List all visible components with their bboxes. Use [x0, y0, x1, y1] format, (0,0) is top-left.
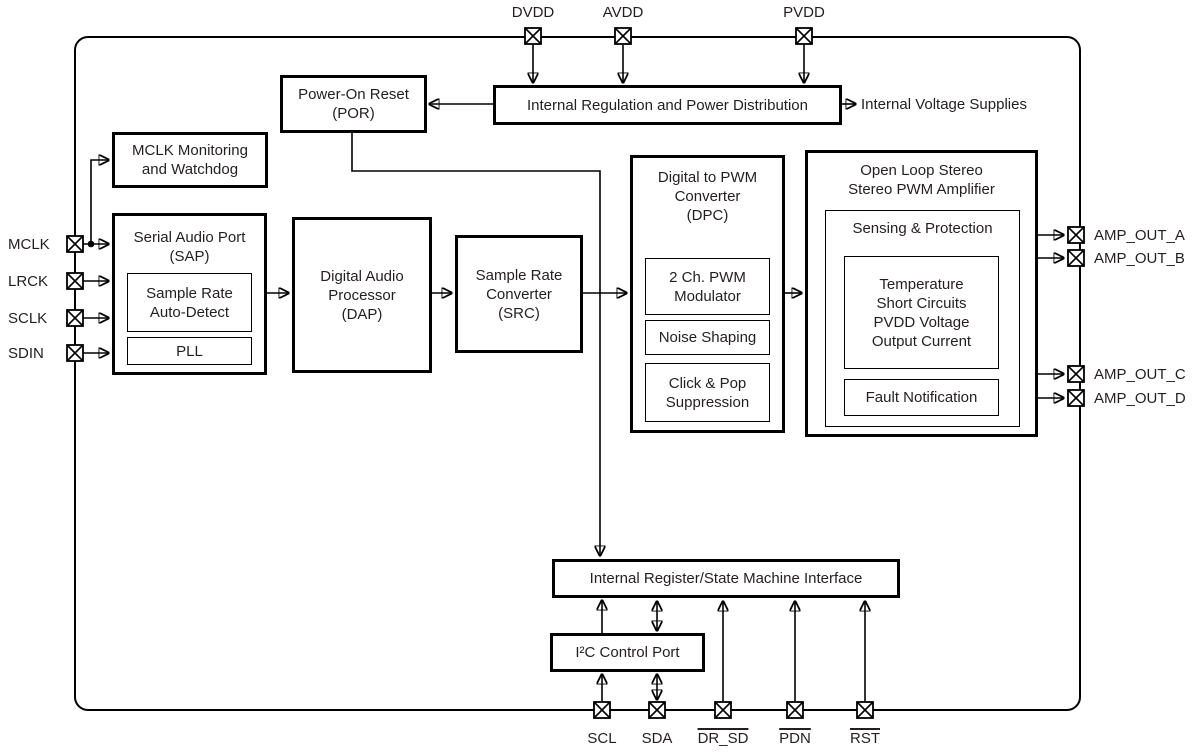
- pin-label-dr-sd: DR_SD: [697, 730, 749, 747]
- block-srad-line1: Sample Rate: [146, 284, 233, 302]
- block-por-line1: Power-On Reset: [298, 86, 409, 103]
- pin-label-scl: SCL: [587, 730, 617, 747]
- block-sample-rate-autodetect: [127, 273, 252, 332]
- block-srad-line2: Auto-Detect: [149, 303, 230, 321]
- block-dpc-line2: Converter: [674, 188, 741, 205]
- block-sap-line2: (SAP): [169, 248, 210, 265]
- block-amp-line1: Open Loop Stereo: [860, 162, 983, 179]
- block-register-interface-label: Internal Register/State Machine Interface: [589, 570, 863, 587]
- block-protection-items: [844, 256, 999, 369]
- block-internal-regulation-label: Internal Regulation and Power Distribution: [527, 96, 808, 114]
- block-power-on-reset: [280, 75, 427, 133]
- pin-label-amp-out-d: AMP_OUT_D: [1094, 390, 1186, 407]
- block-register-interface: [552, 559, 900, 598]
- pin-label-mclk: MCLK: [8, 236, 50, 253]
- block-por-line2: (POR): [332, 105, 375, 122]
- block-src-line2: Converter: [486, 285, 552, 303]
- block-internal-regulation: [493, 85, 842, 125]
- block-stereo-pwm-amplifier: [805, 150, 1038, 437]
- block-mclk-watchdog-line2: and Watchdog: [141, 161, 239, 178]
- block-sensing-protection: [825, 210, 1020, 427]
- block-dap-line3: (DAP): [341, 305, 383, 323]
- block-digital-audio-processor: [292, 217, 432, 373]
- block-i2c-control-port: [550, 633, 705, 672]
- block-pwm-modulator: [645, 258, 770, 315]
- pin-label-amp-out-c: AMP_OUT_C: [1094, 366, 1186, 383]
- pin-label-pvdd: PVDD: [783, 4, 825, 21]
- block-mclk-watchdog: [112, 132, 268, 188]
- block-dap-line1: Digital Audio: [320, 267, 404, 285]
- block-dap-line2: Processor: [328, 286, 396, 304]
- block-amp-line2: Stereo PWM Amplifier: [848, 181, 995, 198]
- pin-label-lrck: LRCK: [8, 273, 49, 290]
- block-fault-notification: [844, 379, 999, 416]
- block-mclk-watchdog-line1: MCLK Monitoring: [132, 142, 248, 159]
- block-noise-shaping: [645, 320, 770, 355]
- block-pll: [127, 337, 252, 365]
- internal-voltage-supplies-label: Internal Voltage Supplies: [861, 96, 1027, 113]
- block-pwm-line2: Modulator: [674, 287, 741, 305]
- block-dpc-line3: (DPC): [686, 207, 729, 224]
- pin-label-avdd: AVDD: [602, 4, 644, 21]
- pin-label-amp-out-a: AMP_OUT_A: [1094, 227, 1185, 244]
- pin-label-sda: SDA: [641, 730, 673, 747]
- block-pwm-line1: 2 Ch. PWM: [669, 268, 746, 286]
- block-i2c-label: I²C Control Port: [575, 644, 680, 661]
- protection-item-temperature: Temperature: [879, 275, 964, 293]
- protection-item-pvdd-voltage: PVDD Voltage: [873, 313, 970, 331]
- block-click-pop-suppression: [645, 363, 770, 422]
- pin-label-sdin: SDIN: [8, 345, 44, 362]
- block-clickpop-line2: Suppression: [665, 393, 750, 411]
- block-serial-audio-port: [112, 213, 267, 375]
- block-sap-line1: Serial Audio Port: [133, 229, 246, 246]
- block-src-line3: (SRC): [498, 304, 540, 322]
- block-src-line1: Sample Rate: [475, 266, 563, 284]
- pin-label-pdn: $\overline{PDN}$: [779, 730, 811, 747]
- block-fault-label: Fault Notification: [865, 389, 978, 406]
- protection-item-short-circuits: Short Circuits: [876, 294, 967, 312]
- block-dpc-line1: Digital to PWM: [657, 169, 758, 186]
- pin-label-dvdd: DVDD: [511, 4, 555, 21]
- block-digital-to-pwm-converter: [630, 155, 785, 433]
- block-pll-label: PLL: [176, 342, 203, 360]
- protection-item-output-current: Output Current: [871, 332, 972, 350]
- pin-label-amp-out-b: AMP_OUT_B: [1094, 250, 1185, 267]
- block-sensing-title: Sensing & Protection: [852, 220, 993, 237]
- block-clickpop-line1: Click & Pop: [668, 374, 747, 392]
- pin-label-sclk: SCLK: [8, 310, 48, 327]
- block-sample-rate-converter: [455, 235, 583, 353]
- pin-label-rst: $\overline{RST}$: [850, 730, 880, 747]
- block-noise-label: Noise Shaping: [658, 329, 757, 346]
